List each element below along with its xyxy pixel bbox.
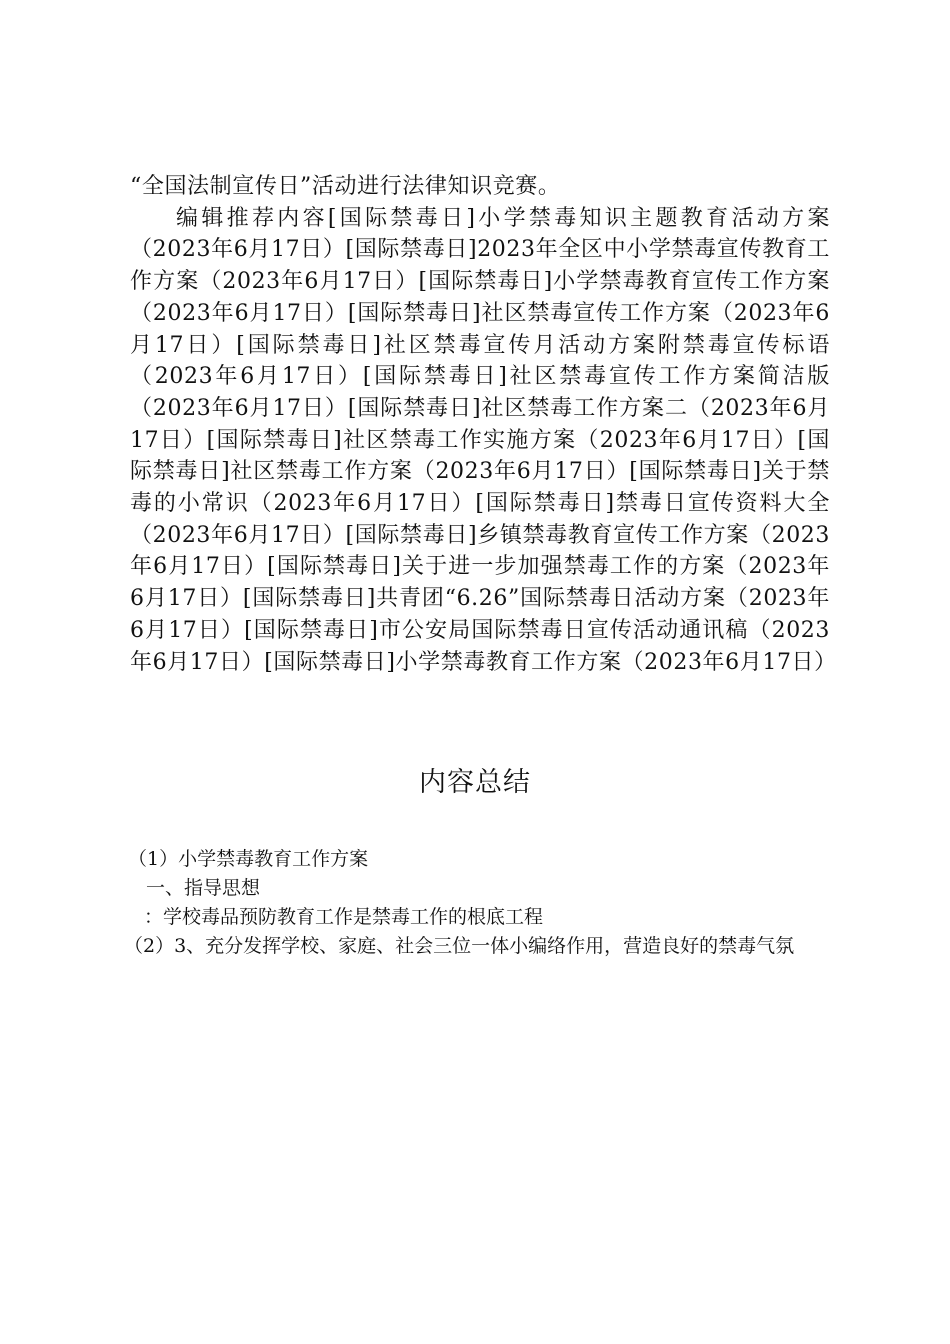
summary-item: 一、指导思想 xyxy=(146,877,261,899)
paragraph-legal-day: “全国法制宣传日”活动进行法律知识竞赛。 xyxy=(130,174,561,199)
summary-item: （1）小学禁毒教育工作方案 xyxy=(128,848,369,870)
summary-list xyxy=(124,845,838,961)
summary-item: ：学校毒品预防教育工作是禁毒工作的根底工程 xyxy=(144,906,544,928)
document-body xyxy=(130,171,837,678)
paragraph-recommended-content: 编辑推荐内容[国际禁毒日]小学禁毒知识主题教育活动方案（2023年6月17日）[国际禁毒日]2023年全区中小学禁毒宣传教育工作方案（2023年6月17日）[国际禁毒日]小学禁毒教育宣传工作方案（2023年6月17日）[国际禁毒日]社区禁毒宣传工作方案（2023年6月17日）[国际禁毒日]社区禁毒宣传月活动方案附禁毒宣传标语（2023年6月17日）[国际禁毒日]社区禁毒宣传工作方案简洁版（2023年6月17日）[国际禁毒日]社区禁毒工作方案二（2023年6月17日）[国际禁毒日]社区禁毒工作实施方案（2023年6月17日）[国际禁毒日]社区禁毒工作方案（2023年6月17日）[国际禁毒日]关于禁毒的小常识（2023年6月17日）[国际禁毒日]禁毒日宣传资料大全（2023年6月17日）[国际禁毒日]乡镇禁毒教育宣传工作方案（2023年6月17日）[国际禁毒日]关于进一步加强禁毒工作的方案（2023年6月17日）[国际禁毒日]共青团“6.26”国际禁毒日活动方案（2023年6月17日）[国际禁毒日]市公安局国际禁毒日宣传活动通讯稿（2023年6月17日）[国际禁毒日]小学禁毒教育工作方案（2023年6月17日） xyxy=(130,205,837,675)
summary-title: 内容总结 xyxy=(419,767,531,798)
summary-item: （2）3、充分发挥学校、家庭、社会三位一体小编络作用，营造良好的禁毒气氛 xyxy=(124,935,795,957)
